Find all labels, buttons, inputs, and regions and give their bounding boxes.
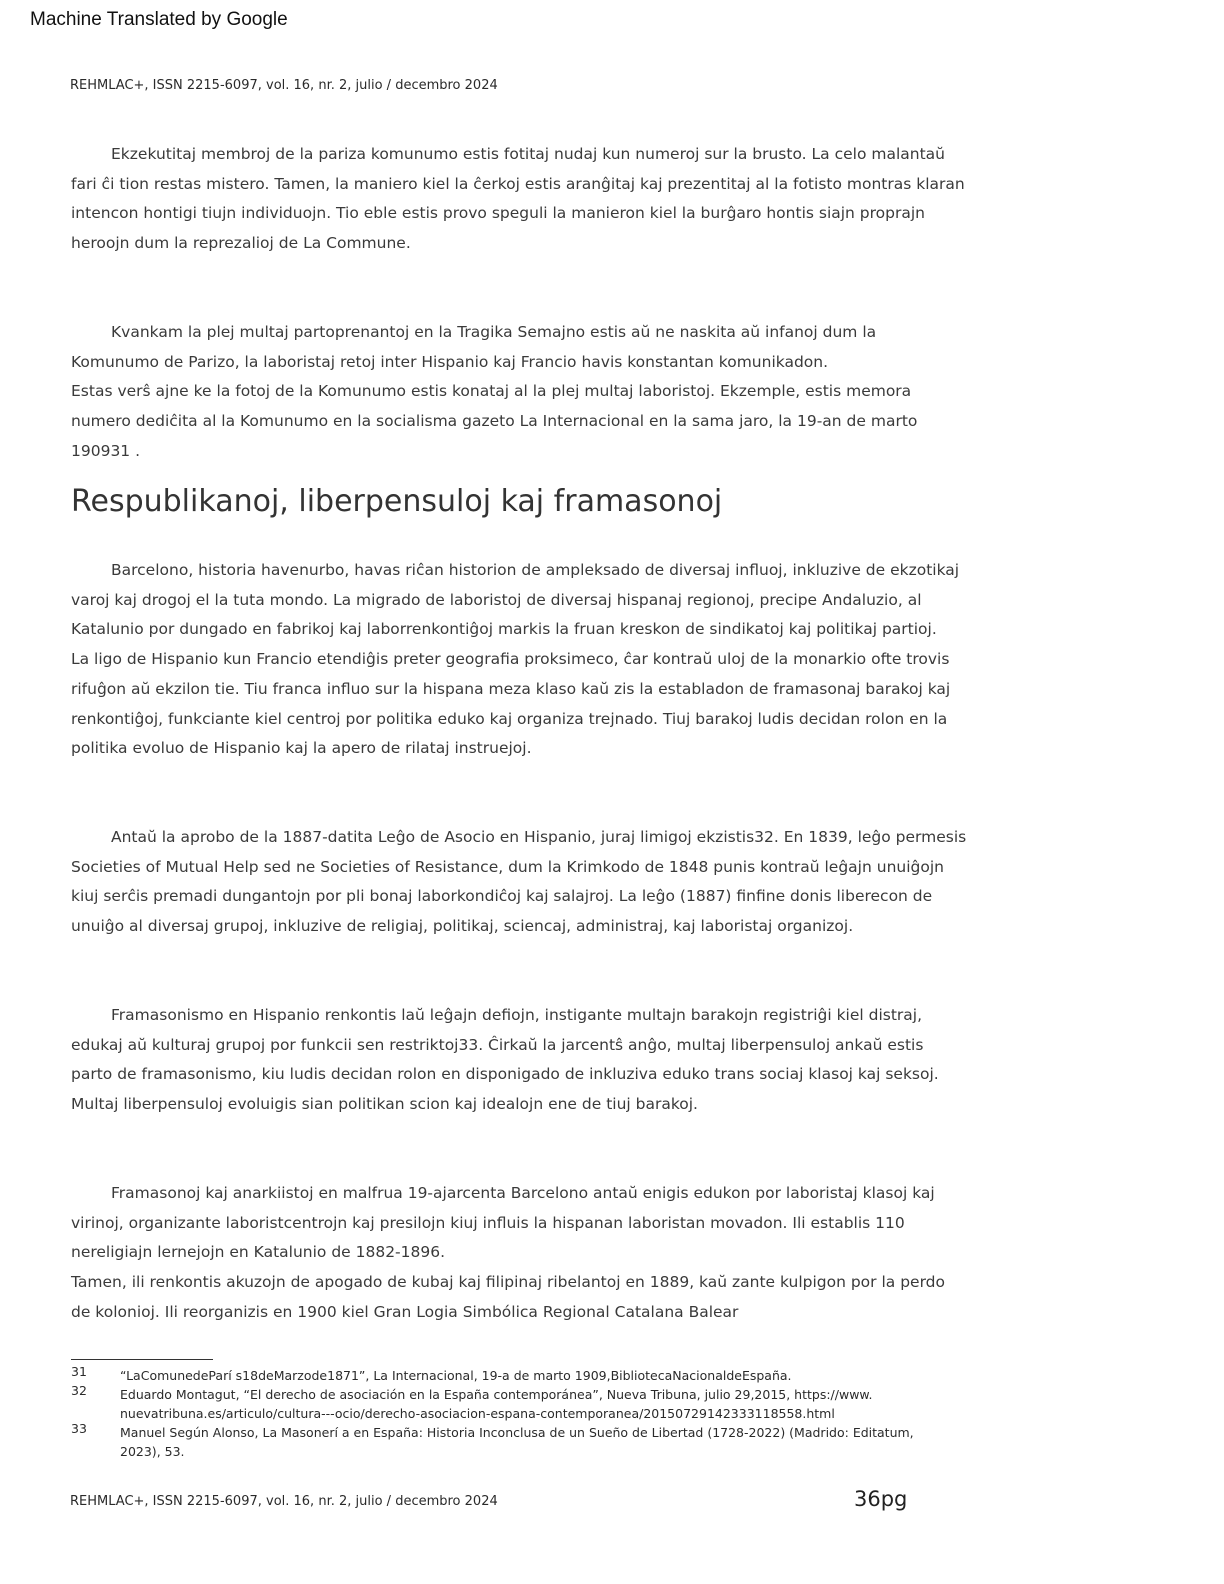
paragraph-line: Multaj liberpensuloj evoluigis sian politikan scion kaj idealojn ene de tiuj barakoj. — [71, 1095, 698, 1114]
paragraph-line: Framasonoj kaj anarkiistoj en malfrua 19-ajarcenta Barcelono antaŭ enigis edukon por laboristaj klasoj kaj — [111, 1184, 935, 1202]
paragraph-line: edukaj aŭ kulturaj grupoj por funkcii sen restriktoj33. Ĉirkaŭ la jarcentŝ anĝo, multaj liberpensuloj ankaŭ estis — [71, 1035, 924, 1054]
footnote-text — [120, 1366, 920, 1385]
paragraph-4 — [71, 823, 967, 942]
running-footer: REHMLAC+, ISSN 2215-6097, vol. 16, nr. 2, julio / decembro 2024 — [70, 1494, 498, 1509]
paragraph-line: varoj kaj drogoj el la tuta mondo. La migrado de laboristoj de diversaj hispanaj regionoj, precipe Andaluzio, al — [71, 590, 922, 609]
paragraph-line: unuiĝo al diversaj grupoj, inkluzive de religiaj, politikaj, sciencaj, administraj, kaj laboristaj organizoj. — [71, 917, 854, 936]
paragraph-line: virinoj, organizante laboristcentrojn kaj presilojn kiuj influis la hispanan laboristan movadon. Ili establis 110 — [71, 1213, 905, 1232]
paragraph-line: heroojn dum la reprezalioj de La Commune. — [71, 234, 411, 253]
paragraph-line: renkontiĝoj, funkciante kiel centroj por politika eduko kaj organiza trejnado. Tiuj barakoj ludis decidan rolon en la — [71, 709, 948, 728]
paragraph-line: Barcelono, historia havenurbo, havas riĉan historion de ampleksado de diversaj influoj, inkluzive de ekzotikaj — [111, 561, 960, 579]
section-heading: Respublikanoj, liberpensuloj kaj framasonoj — [71, 484, 723, 519]
paragraph-line: intencon hontigi tiujn individuojn. Tio eble estis provo speguli la manieron kiel la burĝaro hontis siajn proprajn — [71, 204, 926, 223]
paragraph-line: Framasonismo en Hispanio renkontis laŭ leĝajn defiojn, instigante multajn barakojn registriĝi kiel distraj, — [111, 1006, 923, 1024]
paragraph-line: Komunumo de Parizo, la laboristaj retoj inter Hispanio kaj Francio havis konstantan komunikadon. — [71, 352, 829, 371]
paragraph-line: numero dediĉita al la Komunumo en la socialisma gazeto La Internacional en la sama jaro, la 19-an de marto — [71, 412, 918, 431]
paragraph-line: Katalunio por dungado en fabrikoj kaj laborrenkontiĝoj markis la fruan kreskon de sindikatoj kaj politikaj partioj. — [71, 620, 937, 639]
paragraph-2 — [71, 318, 941, 467]
paragraph-line: 190931 . — [71, 441, 141, 460]
paragraph-line: La ligo de Hispanio kun Francio etendiĝis preter geografia proksimeco, ĉar kontraŭ uloj de la monarkio ofte trovis — [71, 650, 950, 669]
footnote-text — [120, 1423, 920, 1461]
paragraph-line: Antaŭ la aprobo de la 1887-datita Leĝo de Asocio en Hispanio, juraj limigoj ekzistis32. En 1839, leĝo permesis — [111, 828, 967, 846]
footnote-number: 32 — [71, 1383, 87, 1398]
paragraph-line: de kolonioj. Ili reorganizis en 1900 kiel Gran Logia Simbólica Regional Catalana Balear — [71, 1302, 739, 1321]
paragraph-line: parto de framasonismo, kiu ludis decidan rolon en disponigado de inkluziva eduko trans sociaj klasoj kaj seksoj. — [71, 1065, 939, 1084]
footnote-line: 2023), 53. — [120, 1444, 185, 1459]
paragraph-line: Societies of Mutual Help sed ne Societies of Resistance, dum la Krimkodo de 1848 punis kontraŭ leĝajn unuiĝojn — [71, 857, 944, 876]
paragraph-line: Ekzekutitaj membroj de la pariza komunumo estis fotitaj nudaj kun numeroj sur la brusto. La celo malantaŭ — [111, 145, 945, 163]
footnote-line: “LaComunedeParí s18deMarzode1871”, La Internacional, 19-a de marto 1909,BibliotecaNacionaldeEspaña. — [120, 1368, 792, 1383]
footnote-text — [120, 1385, 920, 1423]
running-header: REHMLAC+, ISSN 2215-6097, vol. 16, nr. 2, julio / decembro 2024 — [70, 78, 498, 93]
footnote-line: nuevatribuna.es/articulo/cultura---ocio/derecho-asociacion-espana-contemporanea/20150729142333118558.html — [120, 1406, 835, 1421]
paragraph-5 — [71, 1001, 941, 1120]
paragraph-line: fari ĉi tion restas mistero. Tamen, la maniero kiel la ĉerkoj estis aranĝitaj kaj prezentitaj al la fotisto montras klaran — [71, 174, 965, 193]
machine-translation-banner: Machine Translated by Google — [30, 9, 288, 30]
footnote-line: Eduardo Montagut, “El derecho de asociación en la España contemporánea”, Nueva Tribuna, julio 29,2015, https://www. — [120, 1387, 873, 1402]
paragraph-1 — [71, 140, 965, 259]
paragraph-3 — [71, 556, 960, 764]
footnote-divider — [71, 1359, 213, 1360]
footnote-number: 33 — [71, 1421, 87, 1436]
paragraph-line: Kvankam la plej multaj partoprenantoj en la Tragika Semajno estis aŭ ne naskita aŭ infanoj dum la — [111, 323, 877, 341]
paragraph-6 — [71, 1179, 945, 1328]
paragraph-line: rifuĝon aŭ ekzilon tie. Tiu franca influo sur la hispana meza klaso kaŭ zis la establadon de framasonaj barakoj kaj — [71, 679, 951, 698]
page-number: 36pg — [854, 1487, 908, 1511]
footnote-number: 31 — [71, 1364, 87, 1379]
footnote-line: Manuel Según Alonso, La Masonerí a en España: Historia Inconclusa de un Sueño de Libertad (1728-2022) (Madrido: Editatum, — [120, 1425, 914, 1440]
paragraph-line: Estas verŝ ajne ke la fotoj de la Komunumo estis konataj al la plej multaj laboristoj. Ekzemple, estis memora — [71, 382, 912, 401]
paragraph-line: kiuj serĉis premadi dungantojn por pli bonaj laborkondiĉoj kaj salajroj. La leĝo (1887) finfine donis liberecon de — [71, 887, 933, 906]
paragraph-line: Tamen, ili renkontis akuzojn de apogado de kubaj kaj filipinaj ribelantoj en 1889, kaŭ zante kulpigon por la perdo — [71, 1273, 945, 1292]
paragraph-line: politika evoluo de Hispanio kaj la apero de rilataj instruejoj. — [71, 739, 532, 758]
paragraph-line: nereligiajn lernejojn en Katalunio de 1882-1896. — [71, 1243, 446, 1262]
